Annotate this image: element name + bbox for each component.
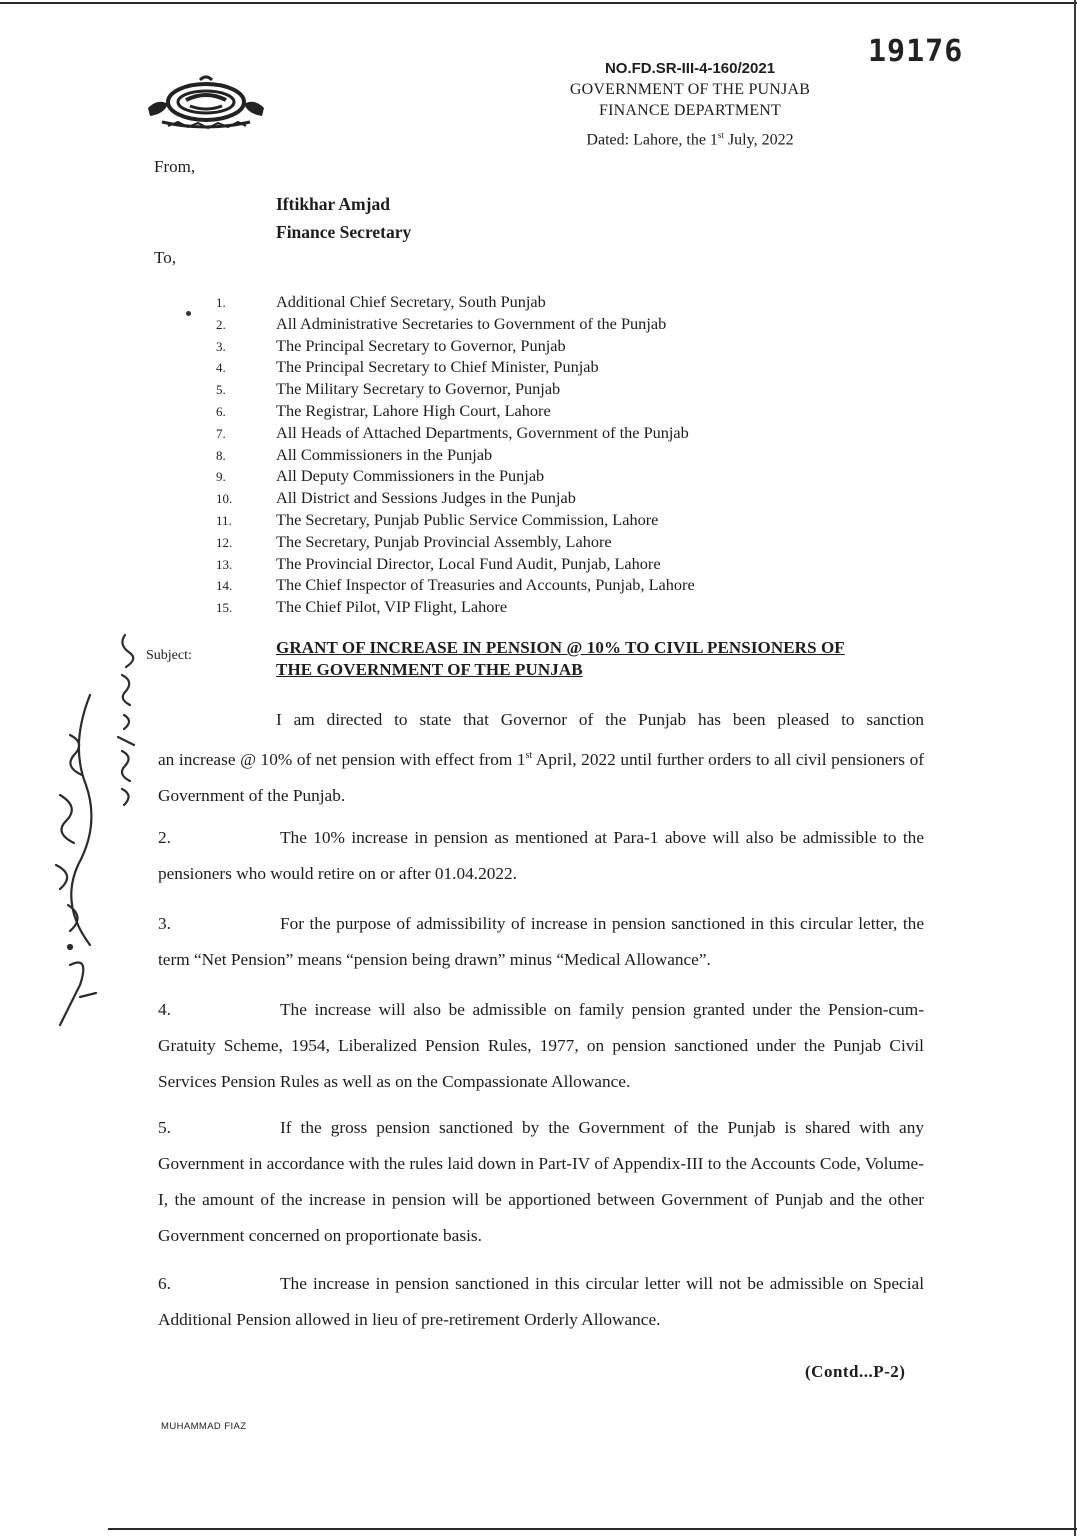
paragraph-number: 4.: [158, 1000, 171, 1019]
right-border: [1074, 0, 1076, 1536]
list-item: [210, 597, 830, 619]
department-name: FINANCE DEPARTMENT: [598, 102, 782, 119]
sender-block: [276, 190, 411, 246]
list-number: 6.: [216, 403, 226, 419]
government-name: GOVERNMENT OF THE PUNJAB: [569, 81, 811, 98]
recipient-text: The Chief Inspector of Treasuries and Accounts, Punjab, Lahore: [276, 575, 695, 595]
paragraph-4: [158, 992, 924, 1100]
bullet-mark: [186, 311, 191, 316]
recipient-list: [210, 292, 830, 619]
list-item: [210, 575, 830, 597]
paragraph-1-part-b: April, 2022 until further orders to all civil pensioners of Government of the Punjab.: [158, 749, 924, 805]
reference-number: NO.FD.SR-III-4-160/2021: [604, 60, 776, 77]
list-number: 2.: [216, 316, 226, 332]
list-number: 14.: [216, 578, 233, 594]
date-line: [540, 125, 840, 150]
date-suffix: July, 2022: [723, 131, 794, 149]
list-number: 3.: [216, 338, 226, 354]
punjab-government-logo-icon: [138, 70, 274, 132]
paragraph-text: If the gross pension sanctioned by the Government of the Punjab is shared with any Government in accordance with the rules laid down in Part-IV of Appendix-III to the Accounts Code, Volume-I, the amount of the increase in pension will be apportioned between Government of Punjab and the other Government concerned on proportionate basis.: [158, 1118, 924, 1245]
recipient-text: All Heads of Attached Departments, Government of the Punjab: [276, 422, 689, 442]
typist-name: MUHAMMAD FIAZ: [161, 1421, 247, 1432]
paragraph-text: For the purpose of admissibility of increase in pension sanctioned in this circular letter, the term “Net Pension” means “pension being drawn” minus “Medical Allowance”.: [158, 914, 924, 969]
date-ordinal: st: [717, 130, 724, 140]
recipient-text: The Principal Secretary to Governor, Punjab: [276, 335, 566, 355]
list-item: [210, 423, 830, 445]
subject-line-2: THE GOVERNMENT OF THE PUNJAB: [276, 660, 583, 679]
list-item: [210, 314, 830, 336]
bottom-border: [108, 1528, 1077, 1530]
paragraph-number: 3.: [158, 914, 171, 933]
paragraph-text: The increase in pension sanctioned in this circular letter will not be admissible on Special Additional Pension allowed in lieu of pre-retirement Orderly Allowance.: [158, 1274, 924, 1329]
recipient-text: All Deputy Commissioners in the Punjab: [276, 466, 545, 486]
top-border: [0, 2, 1077, 4]
list-item: [210, 466, 830, 488]
date-prefix: Dated: Lahore, the 1: [586, 131, 718, 149]
recipient-text: The Secretary, Punjab Public Service Commission, Lahore: [276, 509, 659, 529]
subject-line-1: GRANT OF INCREASE IN PENSION @ 10% TO CIVIL PENSIONERS OF: [276, 638, 845, 657]
list-item: [210, 292, 830, 314]
list-item: [210, 401, 830, 423]
list-item: [210, 554, 830, 576]
paragraph-1-ordinal: st: [525, 750, 533, 761]
paragraph-6: [158, 1266, 924, 1338]
paragraph-1: [158, 702, 924, 814]
list-item: [210, 336, 830, 358]
list-number: 4.: [216, 360, 226, 376]
list-item: [210, 445, 830, 467]
continued-marker: (Contd...P-2): [805, 1362, 906, 1381]
list-number: 15.: [216, 600, 233, 616]
paragraph-text: The increase will also be admissible on family pension granted under the Pension-cum-Gratuity Scheme, 1954, Liberalized Pension Rules, 1977, on pension sanctioned under the Punjab Civil Services Pension Rules as well as on the Compassionate Allowance.: [158, 1000, 924, 1091]
list-number: 7.: [216, 425, 226, 441]
recipient-text: Additional Chief Secretary, South Punjab: [276, 292, 546, 311]
recipient-text: The Principal Secretary to Chief Minister, Punjab: [276, 357, 599, 377]
list-item: [210, 357, 830, 379]
paragraph-3: [158, 906, 924, 978]
recipient-text: All District and Sessions Judges in the Punjab: [276, 488, 576, 508]
recipient-text: All Administrative Secretaries to Government of the Punjab: [276, 313, 667, 333]
letterhead: [540, 58, 840, 150]
list-item: [210, 488, 830, 510]
to-label: To,: [154, 248, 176, 267]
sender-name: Iftikhar Amjad: [276, 194, 390, 214]
paragraph-number: 5.: [158, 1118, 171, 1137]
paragraph-1-part-a: an increase @ 10% of net pension with effect from 1: [158, 749, 526, 769]
list-number: 8.: [216, 447, 226, 463]
recipient-text: The Registrar, Lahore High Court, Lahore: [276, 400, 551, 420]
list-number: 12.: [216, 534, 233, 550]
list-number: 1.: [216, 295, 226, 310]
paragraph-5: [158, 1110, 924, 1254]
recipient-text: The Secretary, Punjab Provincial Assembly, Lahore: [276, 531, 612, 551]
paragraph-number: 2.: [158, 828, 171, 847]
recipient-text: The Chief Pilot, VIP Flight, Lahore: [276, 597, 508, 617]
subject-heading: [276, 637, 926, 681]
paragraph-number: 6.: [158, 1274, 171, 1293]
paragraph-1-lead: I am directed to state that Governor of the Punjab has been pleased to sanction: [276, 710, 924, 729]
recipient-text: All Commissioners in the Punjab: [276, 444, 493, 464]
list-number: 9.: [216, 469, 226, 485]
recipient-text: The Provincial Director, Local Fund Audit, Punjab, Lahore: [276, 553, 661, 573]
list-number: 5.: [216, 382, 226, 398]
list-item: [210, 379, 830, 401]
list-item: [210, 532, 830, 554]
recipient-text: The Military Secretary to Governor, Punjab: [276, 379, 561, 399]
handwritten-signature: [30, 625, 140, 1045]
paragraph-2: [158, 820, 924, 892]
paragraph-text: The 10% increase in pension as mentioned at Para-1 above will also be admissible to the pensioners who would retire on or after 01.04.2022.: [158, 828, 924, 883]
subject-label: Subject:: [146, 648, 192, 663]
diary-number: 19176: [868, 34, 964, 69]
list-item: [210, 510, 830, 532]
from-label: From,: [154, 157, 196, 176]
list-number: 13.: [216, 556, 233, 572]
sender-title: Finance Secretary: [276, 222, 412, 242]
list-number: 11.: [216, 512, 232, 528]
list-number: 10.: [216, 491, 233, 507]
